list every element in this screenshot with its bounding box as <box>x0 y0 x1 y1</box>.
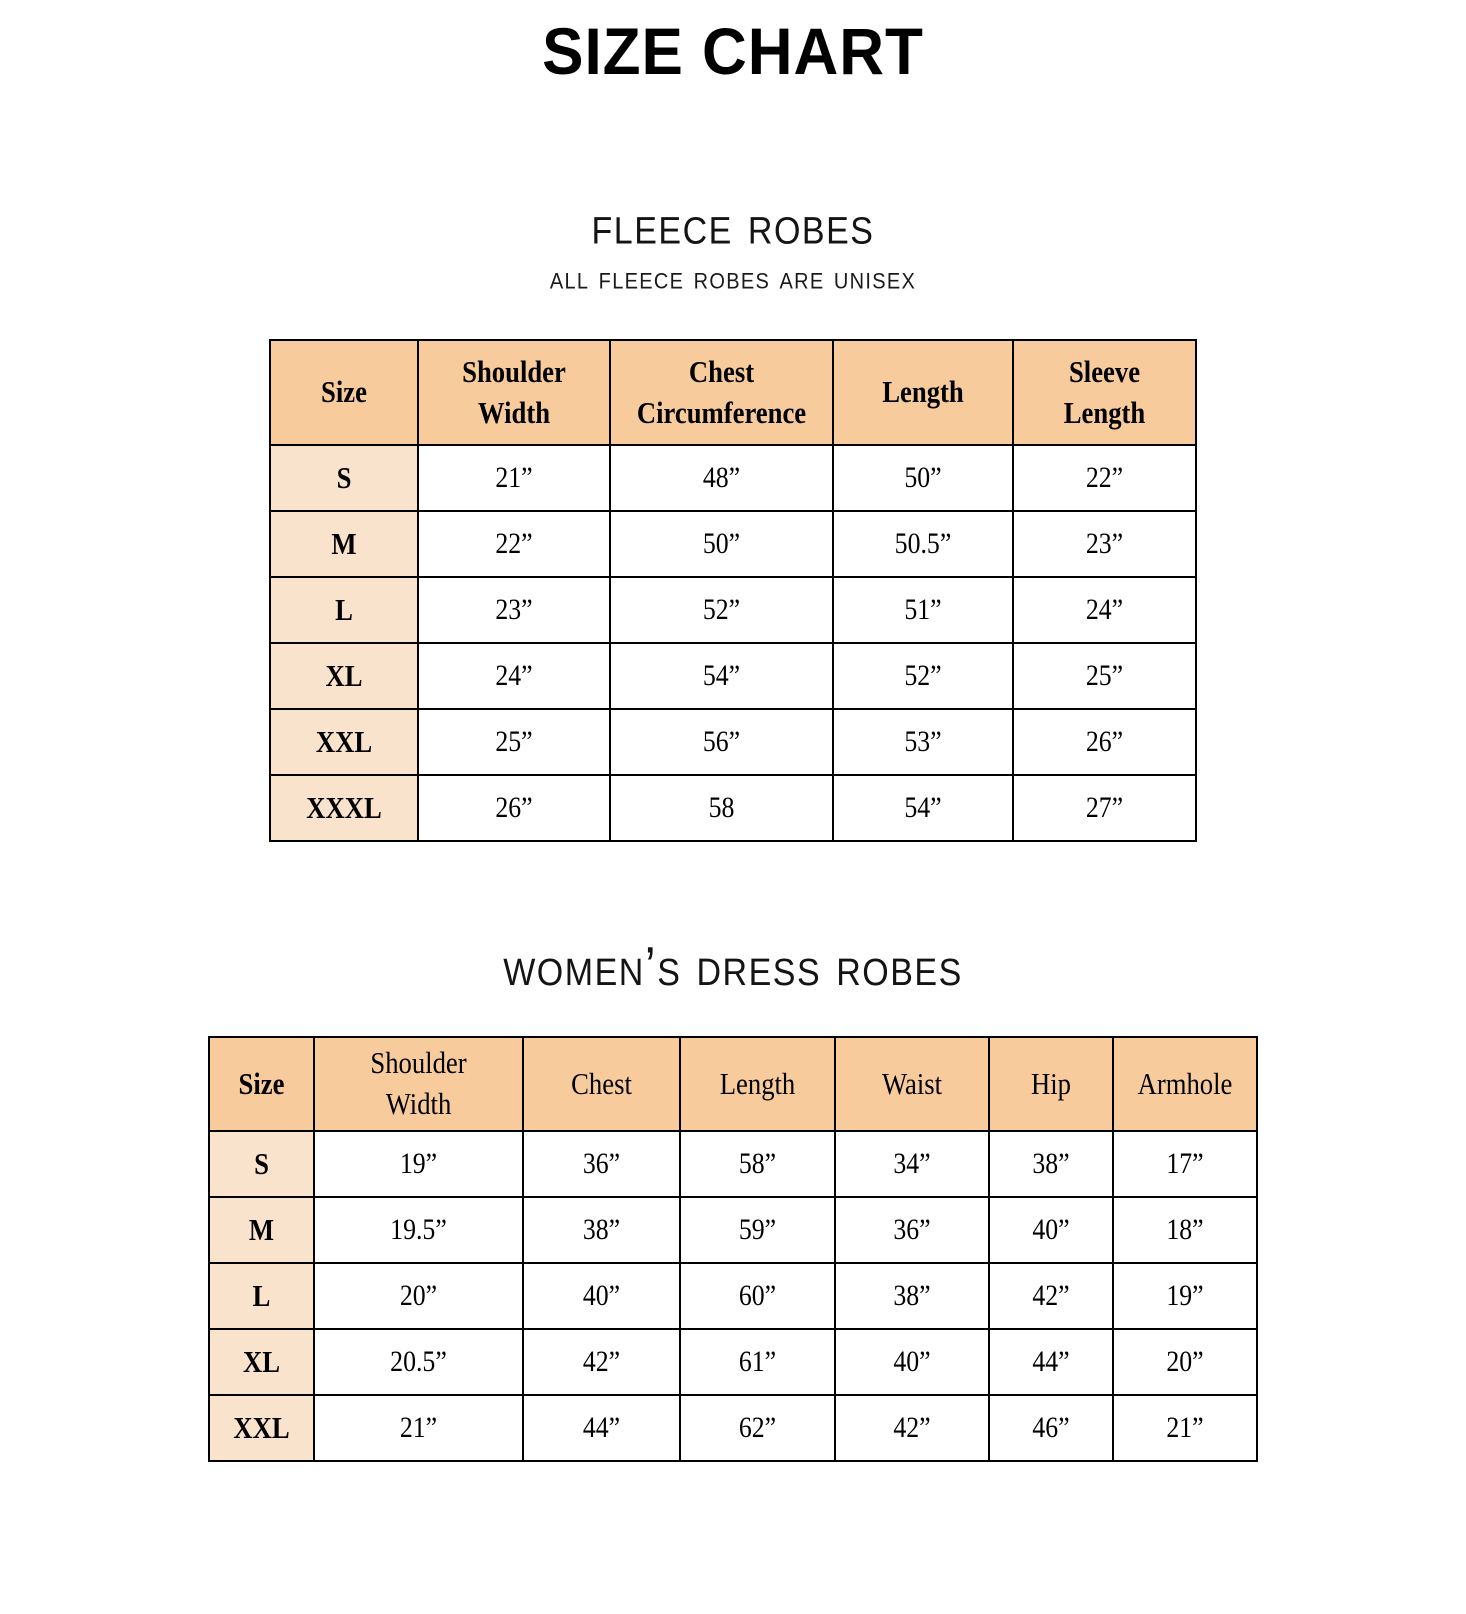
value-cell-chest-circumference <box>610 577 833 643</box>
value-text: 42” <box>893 1410 931 1444</box>
value-text: 62” <box>738 1410 777 1444</box>
value-cell-hip <box>989 1197 1113 1263</box>
size-label: XXXL <box>306 790 382 826</box>
value-cell-armhole <box>1113 1329 1257 1395</box>
table-row <box>209 1131 1257 1197</box>
table-row <box>270 709 1196 775</box>
column-header-size-label: Size <box>238 1065 285 1101</box>
value-text: 58” <box>738 1146 777 1180</box>
section-heading-fleece-robes: fleece robes <box>591 195 875 256</box>
size-label-cell <box>270 445 418 511</box>
size-label: L <box>252 1277 271 1313</box>
table-row <box>270 775 1196 841</box>
value-cell-length <box>680 1131 835 1197</box>
table-row <box>270 511 1196 577</box>
value-cell-hip <box>989 1263 1113 1329</box>
value-text: 18” <box>1166 1212 1204 1246</box>
value-text: 24” <box>495 659 533 693</box>
value-cell-shoulder-width <box>418 643 610 709</box>
value-text: 54” <box>702 659 741 693</box>
size-label-cell <box>270 643 418 709</box>
value-cell-shoulder-width <box>418 577 610 643</box>
value-cell-length <box>833 511 1013 577</box>
value-text: 61” <box>738 1344 777 1378</box>
value-text: 19.5” <box>390 1212 447 1246</box>
size-label: XXL <box>233 1409 290 1445</box>
table-header-row <box>209 1037 1257 1131</box>
value-cell-length <box>680 1395 835 1461</box>
column-header-chest <box>523 1037 680 1131</box>
value-text: 27” <box>1085 791 1124 825</box>
value-cell-chest <box>523 1263 680 1329</box>
value-cell-armhole <box>1113 1263 1257 1329</box>
value-text: 25” <box>1085 659 1124 693</box>
value-text: 36” <box>893 1212 931 1246</box>
column-header-shoulder-width-line2: Width <box>477 394 551 430</box>
value-text: 38” <box>1032 1146 1070 1180</box>
column-header-size-label: Size <box>321 374 367 410</box>
column-header-hip <box>989 1037 1113 1131</box>
value-cell-length <box>680 1263 835 1329</box>
value-text: 22” <box>1085 461 1124 495</box>
column-header-length-label: Length <box>882 374 964 410</box>
value-cell-hip <box>989 1329 1113 1395</box>
value-cell-chest-circumference <box>610 709 833 775</box>
column-header-shoulder-width-line1: Shoulder <box>370 1045 467 1081</box>
value-text: 52” <box>904 659 942 693</box>
value-text: 44” <box>1032 1344 1070 1378</box>
page-title: SIZE CHART <box>542 14 924 88</box>
value-text: 42” <box>1032 1278 1070 1312</box>
size-label: XL <box>325 658 363 694</box>
value-text: 19” <box>399 1146 438 1180</box>
value-text: 50” <box>702 527 741 561</box>
value-cell-armhole <box>1113 1131 1257 1197</box>
value-text: 44” <box>582 1410 621 1444</box>
value-text: 19” <box>1166 1278 1204 1312</box>
column-header-size <box>270 340 418 445</box>
value-cell-length <box>833 775 1013 841</box>
section-heading-womens-dress-robes: women’s dress robes <box>503 937 963 998</box>
column-header-armhole-label: Armhole <box>1137 1065 1233 1101</box>
column-header-waist-label: Waist <box>881 1065 943 1101</box>
value-cell-length <box>833 577 1013 643</box>
fleece-robes-size-table <box>269 339 1197 842</box>
column-header-size <box>209 1037 314 1131</box>
value-text: 51” <box>904 593 942 627</box>
value-text: 48” <box>702 461 741 495</box>
value-cell-shoulder-width <box>418 511 610 577</box>
value-cell-armhole <box>1113 1395 1257 1461</box>
value-cell-chest <box>523 1329 680 1395</box>
column-header-shoulder-width <box>418 340 610 445</box>
column-header-length <box>680 1037 835 1131</box>
column-header-shoulder-width <box>314 1037 523 1131</box>
value-text: 53” <box>904 725 942 759</box>
value-text: 21” <box>399 1410 438 1444</box>
value-cell-chest-circumference <box>610 445 833 511</box>
value-text: 21” <box>495 461 533 495</box>
value-cell-length <box>833 445 1013 511</box>
value-text: 23” <box>1085 527 1124 561</box>
size-label-cell <box>270 775 418 841</box>
value-text: 20” <box>1166 1344 1204 1378</box>
value-text: 58 <box>708 791 735 825</box>
value-cell-waist <box>835 1197 989 1263</box>
value-text: 26” <box>495 791 533 825</box>
value-cell-sleeve-length <box>1013 445 1196 511</box>
value-text: 59” <box>738 1212 777 1246</box>
table-row <box>270 577 1196 643</box>
value-text: 42” <box>582 1344 621 1378</box>
table-row <box>209 1263 1257 1329</box>
column-header-sleeve-length-line2: Length <box>1063 394 1146 430</box>
section-spacer <box>0 842 1466 942</box>
column-header-armhole <box>1113 1037 1257 1131</box>
value-cell-shoulder-width <box>314 1329 523 1395</box>
size-label: S <box>254 1145 269 1181</box>
table-row <box>209 1329 1257 1395</box>
value-text: 46” <box>1032 1410 1070 1444</box>
size-label: XXL <box>315 724 373 760</box>
column-header-chest-label: Chest <box>571 1065 632 1101</box>
value-cell-shoulder-width <box>418 709 610 775</box>
value-cell-shoulder-width <box>418 775 610 841</box>
column-header-length-label: Length <box>719 1065 796 1101</box>
value-cell-hip <box>989 1131 1113 1197</box>
value-text: 17” <box>1166 1146 1204 1180</box>
value-cell-length <box>833 709 1013 775</box>
value-cell-chest-circumference <box>610 775 833 841</box>
value-text: 54” <box>904 791 942 825</box>
column-header-sleeve-length-line1: Sleeve <box>1068 353 1141 389</box>
womens-dress-robes-size-table <box>208 1036 1258 1462</box>
section-subtitle-fleece-robes: all fleece robes are unisex <box>549 261 917 297</box>
value-cell-chest <box>523 1131 680 1197</box>
value-cell-chest-circumference <box>610 643 833 709</box>
value-text: 26” <box>1085 725 1124 759</box>
value-cell-shoulder-width <box>418 445 610 511</box>
column-header-chest-circumference <box>610 340 833 445</box>
column-header-chest-circumference-line1: Chest <box>688 353 755 389</box>
size-label-cell <box>209 1263 314 1329</box>
value-text: 40” <box>582 1278 621 1312</box>
table-header-row <box>270 340 1196 445</box>
table-row <box>209 1197 1257 1263</box>
value-cell-sleeve-length <box>1013 643 1196 709</box>
value-text: 34” <box>893 1146 931 1180</box>
size-label: M <box>248 1211 275 1247</box>
value-text: 50.5” <box>894 527 952 561</box>
value-cell-waist <box>835 1395 989 1461</box>
table-row <box>270 445 1196 511</box>
value-cell-length <box>680 1329 835 1395</box>
size-label-cell <box>209 1395 314 1461</box>
value-text: 50” <box>904 461 942 495</box>
value-cell-shoulder-width <box>314 1395 523 1461</box>
column-header-length <box>833 340 1013 445</box>
womens-table-container <box>0 994 1466 1462</box>
value-cell-hip <box>989 1395 1113 1461</box>
value-text: 36” <box>582 1146 621 1180</box>
value-cell-sleeve-length <box>1013 511 1196 577</box>
size-label-cell <box>270 709 418 775</box>
value-text: 23” <box>495 593 533 627</box>
column-header-shoulder-width-line2: Width <box>385 1085 452 1121</box>
value-cell-chest <box>523 1197 680 1263</box>
value-text: 20.5” <box>390 1344 447 1378</box>
column-header-waist <box>835 1037 989 1131</box>
value-cell-shoulder-width <box>314 1197 523 1263</box>
value-cell-shoulder-width <box>314 1263 523 1329</box>
value-cell-waist <box>835 1131 989 1197</box>
value-text: 40” <box>1032 1212 1070 1246</box>
value-text: 52” <box>702 593 741 627</box>
value-text: 25” <box>495 725 533 759</box>
size-label-cell <box>270 577 418 643</box>
size-label-cell <box>270 511 418 577</box>
column-header-chest-circumference-line2: Circumference <box>636 394 807 430</box>
value-text: 22” <box>495 527 533 561</box>
value-cell-waist <box>835 1329 989 1395</box>
size-label: L <box>335 592 353 628</box>
table-row <box>270 643 1196 709</box>
value-text: 56” <box>702 725 741 759</box>
value-cell-shoulder-width <box>314 1131 523 1197</box>
value-cell-chest <box>523 1395 680 1461</box>
size-label: S <box>336 460 352 496</box>
column-header-hip-label: Hip <box>1031 1065 1071 1101</box>
column-header-sleeve-length <box>1013 340 1196 445</box>
value-text: 40” <box>893 1344 931 1378</box>
value-cell-sleeve-length <box>1013 775 1196 841</box>
size-label-cell <box>209 1131 314 1197</box>
value-text: 38” <box>893 1278 931 1312</box>
value-cell-length <box>680 1197 835 1263</box>
value-text: 21” <box>1166 1410 1204 1444</box>
size-label-cell <box>209 1197 314 1263</box>
value-cell-sleeve-length <box>1013 709 1196 775</box>
fleece-table-container <box>0 295 1466 842</box>
value-cell-armhole <box>1113 1197 1257 1263</box>
value-cell-sleeve-length <box>1013 577 1196 643</box>
value-cell-length <box>833 643 1013 709</box>
table-row <box>209 1395 1257 1461</box>
value-text: 20” <box>399 1278 438 1312</box>
size-label: M <box>331 526 357 562</box>
value-text: 60” <box>738 1278 777 1312</box>
column-header-shoulder-width-line1: Shoulder <box>462 353 566 389</box>
size-label: XL <box>242 1343 281 1379</box>
value-text: 38” <box>582 1212 621 1246</box>
value-cell-chest-circumference <box>610 511 833 577</box>
value-cell-waist <box>835 1263 989 1329</box>
size-label-cell <box>209 1329 314 1395</box>
value-text: 24” <box>1085 593 1124 627</box>
